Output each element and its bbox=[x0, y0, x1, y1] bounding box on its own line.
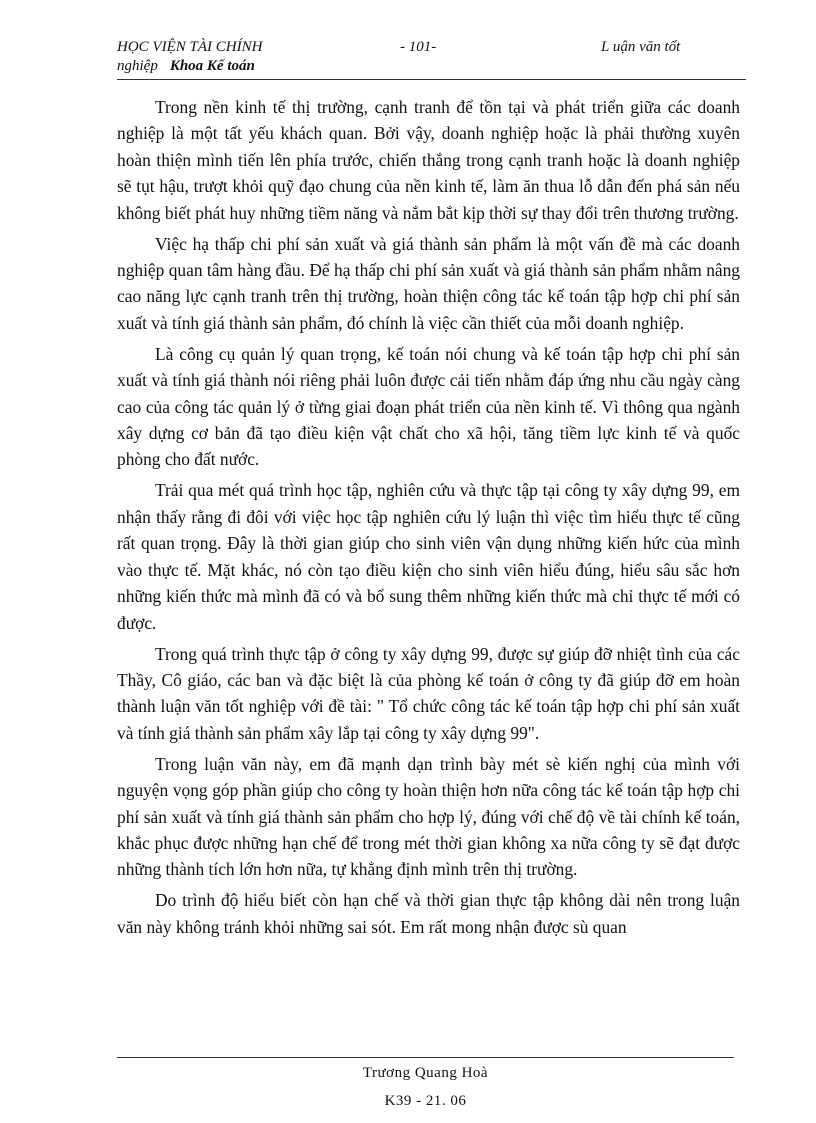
department-name: Khoa Kế toán bbox=[169, 58, 255, 74]
header-divider bbox=[117, 79, 746, 80]
institution-name: HỌC VIỆN TÀI CHÍNH bbox=[117, 39, 263, 55]
paragraph: Là công cụ quản lý quan trọng, kế toán nói chung và kế toán tập hợp chi phí sản xuất và tính giá thành nói riêng phải luôn được cải tiến nhằm đáp ứng nhu cầu ngày càng cao của công tác quản lý ở từng giai đoạn phát triển của nền kinh tế. Vì thông qua ngành xây dựng cơ bản đã tạo điều kiện vật chất cho xã hội, tăng tiềm lực kinh tế và quốc phòng cho đất nước. bbox=[117, 343, 740, 470]
paragraph: Việc hạ thấp chi phí sản xuất và giá thành sản phẩm là một vấn đề mà các doanh nghiệp quan tâm hàng đầu. Để hạ thấp chi phí sản xuất và giá thành sản phẩm nhằm nâng cao năng lực cạnh tranh trên thị trường, hoàn thiện công tác kế toán tập hợp chi phí sản xuất và tính giá thành sản phẩm, đó chính là việc cần thiết của mỗi doanh nghiệp. bbox=[117, 233, 740, 333]
author-name: Trương Quang Hoà bbox=[362, 1065, 489, 1081]
body-text bbox=[117, 94, 740, 945]
paragraph: Trải qua mét quá trình học tập, nghiên cứu và thực tập tại công ty xây dựng 99, em nhận thấy rằng đi đôi với việc học tập nghiên cứu lý luận thì việc tìm hiểu thực tế cũng rất quan trọng. Đây là thời gian giúp cho sinh viên vận dụng những kiến hức của mình vào thực tế. Mặt khác, nó còn tạo điều kiện cho sinh viên hiểu đúng, hiểu sâu sắc hơn những kiến thức mà mình đã có và bổ sung thêm những kiến thức mà chỉ thực tế mới có được. bbox=[117, 480, 740, 633]
footer-divider bbox=[117, 1057, 734, 1058]
class-code: K39 - 21. 06 bbox=[384, 1093, 467, 1109]
document-type-continuation: nghiệp bbox=[117, 58, 158, 74]
document-type: L uận văn tốt bbox=[601, 39, 681, 55]
paragraph: Trong nền kinh tế thị trường, cạnh tranh để tồn tại và phát triển giữa các doanh nghiệp là một tất yếu khách quan. Bởi vậy, doanh nghiệp hoặc là phải thường xuyên hoàn thiện mình tiến lên phía trước, chiến thắng trong cạnh tranh hoặc là doanh nghiệp sẽ tụt hậu, trượt khỏi quỹ đạo chung của nền kinh tế, làm ăn thua lỗ dẫn đến phá sản nếu không biết phát huy những tiềm năng và nắm bắt kịp thời sự thay đổi trên thương trường. bbox=[117, 97, 740, 223]
page-footer bbox=[117, 1059, 734, 1115]
page-number: - 101- bbox=[400, 39, 437, 55]
page-header bbox=[117, 38, 746, 76]
paragraph: Trong quá trình thực tập ở công ty xây dựng 99, được sự giúp đỡ nhiệt tình của các Thầy, Cô giáo, các ban và đặc biệt là của phòng kế toán ở công ty đã giúp đỡ em hoàn thành luận văn tốt nghiệp với đề tài: " Tổ chức công tác kế toán tập hợp chi phí sản xuất và tính giá thành sản phẩm xây lắp tại công ty xây dựng 99". bbox=[117, 643, 740, 743]
paragraph: Do trình độ hiểu biết còn hạn chế và thời gian thực tập không dài nên trong luận văn này không tránh khỏi những sai sót. Em rất mong nhận được sù quan bbox=[117, 890, 740, 937]
paragraph: Trong luận văn này, em đã mạnh dạn trình bày mét sè kiến nghị của mình với nguyện vọng góp phần giúp cho công ty hoàn thiện hơn nữa công tác kế toán tập hợp chi phí sản xuất và tính giá thành sản phẩm cho hợp lý, đúng với chế độ về tài chính kế toán, khắc phục được những hạn chế để trong mét thời gian không xa nữa công ty sẽ đạt được những thành tích lớn hơn nữa, tự khẳng định mình trên thị trường. bbox=[117, 753, 740, 880]
